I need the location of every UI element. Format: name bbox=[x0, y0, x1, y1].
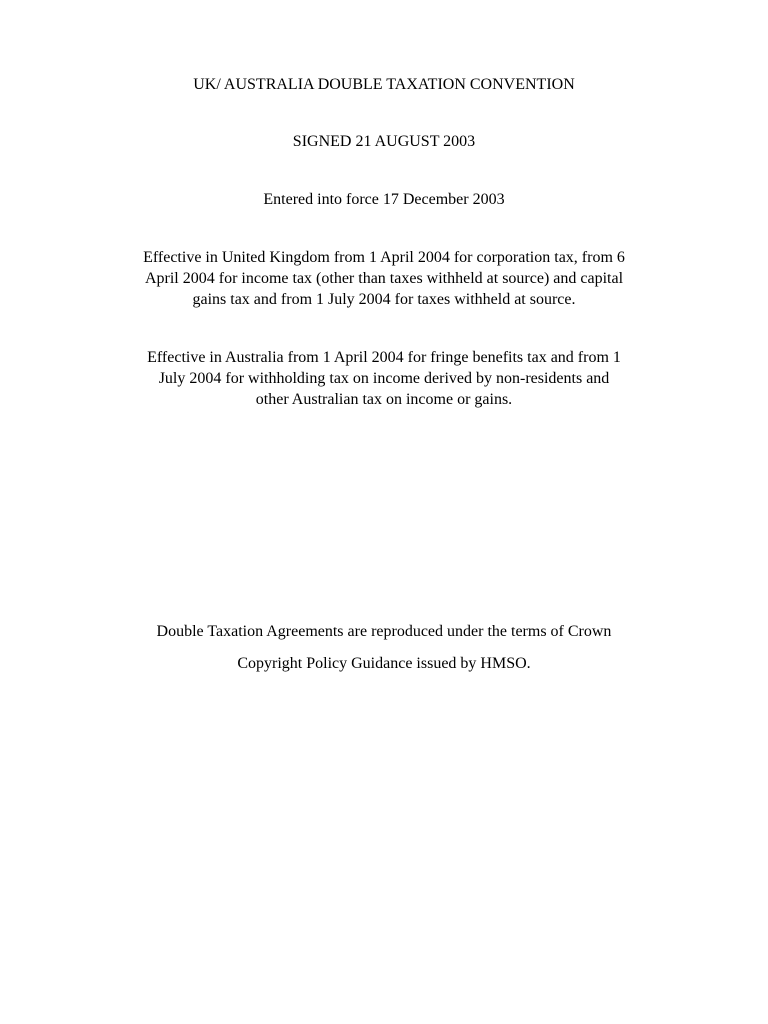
effective-uk-line: Effective in United Kingdom from 1 April 2004 for corporation tax, from 6 bbox=[143, 249, 625, 266]
signed-date: SIGNED 21 AUGUST 2003 bbox=[292, 133, 476, 150]
effective-uk-line: gains tax and from 1 July 2004 for taxes withheld at source. bbox=[192, 291, 576, 308]
effective-australia-line: Effective in Australia from 1 April 2004 for fringe benefits tax and from 1 bbox=[147, 349, 621, 366]
effective-australia-line: other Australian tax on income or gains. bbox=[255, 391, 513, 408]
copyright-notice-line: Copyright Policy Guidance issued by HMSO. bbox=[237, 655, 531, 672]
entered-into-force-date: Entered into force 17 December 2003 bbox=[263, 191, 505, 208]
document-title: UK/ AUSTRALIA DOUBLE TAXATION CONVENTION bbox=[193, 76, 575, 93]
effective-australia-line: July 2004 for withholding tax on income derived by non-residents and bbox=[158, 370, 610, 387]
effective-uk-line: April 2004 for income tax (other than taxes withheld at source) and capital bbox=[144, 270, 624, 287]
copyright-notice-line: Double Taxation Agreements are reproduced under the terms of Crown bbox=[156, 623, 612, 640]
